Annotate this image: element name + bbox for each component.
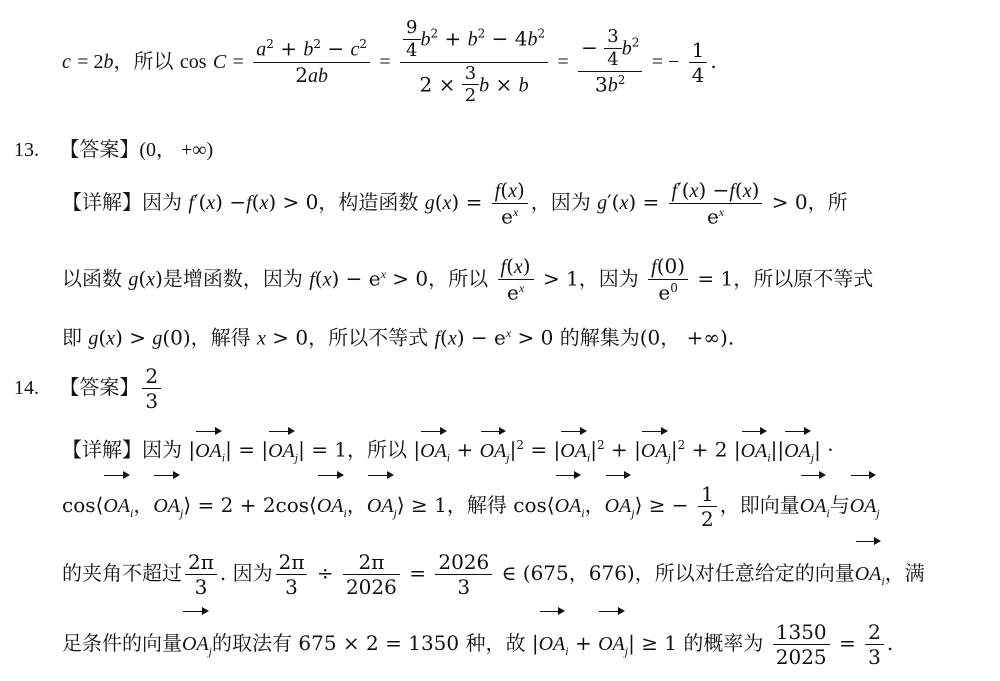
q13-detail-line-1: 【详解】因为 f′(x) −f(x) > 0，构造函数 g(x) = $\frac{f(x)}{e^x}$ ，因为 g′(x) = $\frac{f'(x) -f(x)}{e^x}$ > 0，所 bbox=[62, 177, 848, 229]
q14-detail-line-4: 足条件的向量$OA_j$的取法有 675 × 2 = 1350 种，故 $|OA_i + OA_j| \ge 1$ 的概率为 $\frac{1350}{2025}$ = $\frac{2}{3}$ . bbox=[62, 610, 893, 670]
q13-detail-line-3: 即 g(x) > g(0)，解得 x > 0，所以不等式 $f(x) - e^x > 0$ 的解集为(0， +∞). bbox=[62, 325, 735, 350]
q13-answer-label: 【答案】 bbox=[59, 137, 140, 161]
q13-number: 13. bbox=[14, 139, 39, 161]
q14-answer-line: 14. 【答案】 $\frac{2}{3}$ bbox=[14, 358, 164, 416]
q13-detail-label: 【详解】 bbox=[62, 190, 142, 214]
q14-detail-line-2: $\cos⟨OA_i$，$OA_j⟩ = 2$ + $2\cos⟨OA_i$，$OA_j⟩ \ge 1$，解得 $\cos⟨OA_i$，$OA_j⟩$ ≥ − $\frac{1}{2}$ ，即向量$OA_i$与$OA_j$ bbox=[62, 474, 880, 530]
q14-detail-line-1: 【详解】因为 $|OA_i| = |OA_j| = 1$，所以 $|OA_i + OA_j|^2 = |OA_i|^2 + |OA_j|^2 + 2$ $|OA_i||OA_j|$ · bbox=[62, 428, 834, 475]
fraction-substitution: $\frac{9}{4}$ $b^2 + b^2 - 4b^2$ 2 × $\frac{3}{2}$ b × b bbox=[400, 19, 548, 107]
q14-detail-line-3: 的夹角不超过 $\frac{2\pi}{3}$ . 因为 $\frac{2\pi}{3}$ ÷ $\frac{2\pi}{2026}$ = $\frac{2026}{3}$ ∈ (675，676)，所以对任意给定的向量$OA_i$，满 bbox=[62, 540, 925, 600]
cos-c-derivation: c = 2b，所以 cos C = $\frac{a^2 + b^2 - c^2}{2ab}$ = $\frac{9}{4}$ $b^2 + b^2 - 4b^2$ 2 × $\frac{3}{2}$ b × b = − $\frac{3}{4}$ $b^2$ $3b^2$ = − $\frac{1}{4}$ . bbox=[62, 16, 717, 107]
q14-answer-label: 【答案】 bbox=[59, 375, 140, 399]
q13-detail-line-2: 以函数 g(x)是增函数，因为 $f(x) - e^x > 0$，所以 $\frac{f(x)}{e^x}$ > 1，因为 $\frac{f(0)}{e^0}$ = 1，所以原不等式 bbox=[62, 254, 874, 305]
fraction-cos-law: $\frac{a^2 + b^2 - c^2}{2ab}$ bbox=[253, 38, 370, 87]
fraction-result: $\frac{1}{4}$ bbox=[689, 40, 708, 86]
q13-answer-line: 13. 【答案】(0， +∞) bbox=[14, 137, 214, 161]
q14-detail-label: 【详解】 bbox=[62, 437, 142, 462]
q14-number: 14. bbox=[14, 377, 39, 399]
fraction-simplified: − $\frac{3}{4}$ $b^2$ $3b^2$ bbox=[578, 28, 642, 96]
